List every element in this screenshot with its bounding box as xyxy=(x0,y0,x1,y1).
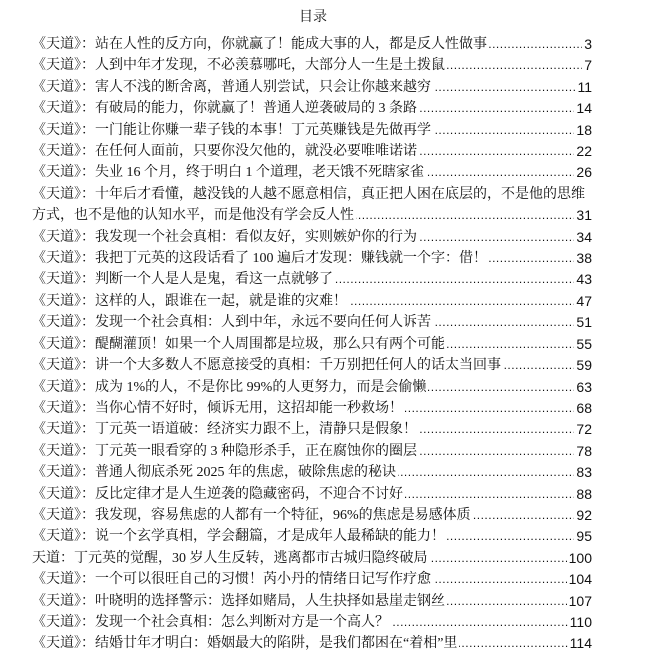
toc-entry-title: 《天道》：发现一个社会真相：怎么判断对方是一个高人？ xyxy=(32,614,389,630)
toc-entry-page: 83 xyxy=(574,462,592,483)
toc-entry-title: 《天道》：失业 16 个月，终于明白 1 个道理，老天饿不死瞎家雀 xyxy=(32,165,424,181)
toc-entry[interactable] xyxy=(32,227,592,248)
toc-entry-title: 《天道》：说一个玄学真相，学会翻篇，才是成年人最稀缺的能力！ xyxy=(32,529,445,545)
toc-entry-page: 26 xyxy=(574,162,592,183)
toc-entry[interactable] xyxy=(32,55,592,76)
toc-entry-title: 《天道》：在任何人面前，只要你没欠他的，就没必要唯唯诺诺 xyxy=(32,144,417,160)
toc-entry[interactable] xyxy=(32,462,592,483)
toc-entry-page: 59 xyxy=(574,355,592,376)
toc-entry[interactable] xyxy=(32,248,592,269)
toc-entry-page: 92 xyxy=(574,505,592,526)
toc-entry[interactable] xyxy=(32,98,592,119)
toc-entry[interactable] xyxy=(32,398,592,419)
toc-entry-title: 《天道》：害人不浅的断舍离，普通人别尝试，只会让你越来越穷 xyxy=(32,79,431,95)
toc-entry-page: 107 xyxy=(567,591,592,612)
toc-entry-page: 110 xyxy=(568,612,592,633)
toc-entry-title: 《天道》：成为 1%的人，不是你比 99%的人更努力，而是会偷懒 xyxy=(32,379,427,395)
toc-entry[interactable] xyxy=(32,569,592,590)
toc-entry[interactable] xyxy=(32,505,592,526)
toc-entry-page: 43 xyxy=(574,269,592,290)
toc-entry-page: 11 xyxy=(575,77,592,98)
toc-entry[interactable] xyxy=(32,355,592,376)
toc-entry-title: 《天道》：反比定律才是人生逆袭的隐藏密码，不迎合不讨好 xyxy=(32,486,403,502)
toc-entry-title: 《天道》：一门能让你赚一辈子钱的本事！丁元英赚钱是先做再学 xyxy=(32,122,431,138)
toc-entry[interactable] xyxy=(32,612,592,633)
toc-entry-page: 47 xyxy=(574,291,592,312)
toc-entry[interactable] xyxy=(32,269,592,290)
toc-entry-page: 51 xyxy=(574,312,592,333)
toc-entry-title: 《天道》：讲一个大多数人不愿意接受的真相：千万别把任何人的话太当回事 xyxy=(32,358,501,374)
toc-heading: 目录 xyxy=(299,10,327,25)
toc-entry-page: 55 xyxy=(574,334,592,355)
toc-entry-page: 63 xyxy=(574,377,592,398)
toc-entry-title: 《天道》：人到中年才发现，不必羡慕哪吒，大部分人一生是土拨鼠 xyxy=(32,58,445,74)
toc-entry[interactable] xyxy=(32,162,592,183)
toc-entry[interactable] xyxy=(32,377,592,398)
toc-entry-page: 100 xyxy=(567,548,592,569)
toc-entry[interactable] xyxy=(32,184,592,227)
toc-entry-page: 104 xyxy=(567,569,592,590)
toc-entry[interactable] xyxy=(32,484,592,505)
toc-entry-page: 68 xyxy=(574,398,592,419)
toc-entry[interactable] xyxy=(32,548,592,569)
toc-entry[interactable] xyxy=(32,526,592,547)
toc-entry[interactable] xyxy=(32,441,592,462)
toc-entry[interactable] xyxy=(32,312,592,333)
toc-entry-title: 《天道》：我把丁元英的这段话看了 100 遍后才发现：赚钱就一个字：借！ xyxy=(32,251,487,267)
toc-entry-title: 《天道》：站在人性的反方向，你就赢了！能成大事的人，都是反人性做事 xyxy=(32,37,487,52)
toc-entry-title: 《天道》：一个可以很旺自己的习惯！芮小丹的情绪日记写作疗愈 xyxy=(32,572,431,588)
toc-entry-title: 《天道》：丁元英一语道破：经济实力跟不上，清静只是假象！ xyxy=(32,422,417,438)
toc-entry-page: 114 xyxy=(568,633,592,654)
toc-entry-page: 3 xyxy=(582,34,592,55)
toc-entry[interactable] xyxy=(32,334,592,355)
toc-entry-page: 14 xyxy=(574,98,592,119)
toc-entry-title: 《天道》：我发现一个社会真相：看似友好，实则嫉妒你的行为 xyxy=(32,229,417,245)
toc-entry-page: 18 xyxy=(574,120,592,141)
toc-entry-title: 《天道》：这样的人，跟谁在一起，就是谁的灾难！ xyxy=(32,293,347,309)
toc-entry[interactable] xyxy=(32,141,592,162)
toc-entry-title: 《天道》：我发现，容易焦虑的人都有一个特征，96%的焦虑是易感体质 xyxy=(32,507,471,523)
toc-entry[interactable] xyxy=(32,120,592,141)
toc-entry-title: 《天道》：有破局的能力，你就赢了！普通人逆袭破局的 3 条路 xyxy=(32,101,417,117)
toc-entry-title: 天道：丁元英的觉醒，30 岁人生反转，逃离都市古城归隐终破局 xyxy=(32,550,428,566)
toc-entry-title: 《天道》：醍醐灌顶！如果一个人周围都是垃圾，那么只有两个可能 xyxy=(32,336,445,352)
toc-entry-title: 《天道》：普通人彻底杀死 2025 年的焦虑，破除焦虑的秘诀 xyxy=(32,465,396,481)
toc-entry[interactable] xyxy=(32,591,592,612)
toc-entry-page: 38 xyxy=(574,248,592,269)
toc-entry[interactable] xyxy=(32,291,592,312)
toc-entry-title: 《天道》：判断一个人是人是鬼，看这一点就够了 xyxy=(32,272,333,288)
toc-entry-page: 34 xyxy=(574,227,592,248)
toc-entry-page: 31 xyxy=(574,205,592,226)
toc-entry-title: 《天道》：丁元英一眼看穿的 3 种隐形杀手，正在腐蚀你的圈层 xyxy=(32,443,417,459)
toc-entry-page: 95 xyxy=(574,526,592,547)
table-of-contents xyxy=(32,34,592,655)
toc-entry-title: 《天道》：叶晓明的选择警示：选择如赌局，人生抉择如悬崖走钢丝 xyxy=(32,593,445,609)
toc-entry-page: 7 xyxy=(582,55,592,76)
toc-entry-title: 《天道》：结婚廿年才明白：婚姻最大的陷阱，是我们都困在“着相”里 xyxy=(32,636,458,652)
toc-entry-page: 78 xyxy=(574,441,592,462)
toc-entry[interactable] xyxy=(32,77,592,98)
toc-entry-title: 《天道》：当你心情不好时，倾诉无用，这招却能一秒救场！ xyxy=(32,400,403,416)
toc-entry[interactable] xyxy=(32,34,592,55)
toc-entry-page: 88 xyxy=(574,484,592,505)
toc-entry-page: 22 xyxy=(574,141,592,162)
toc-entry[interactable] xyxy=(32,419,592,440)
toc-entry-title: 《天道》：十年后才看懂，越没钱的人越不愿意相信，真正把人困在底层的，不是他的思维方式，也不是他的认知水平，而是他没有学会反人性 xyxy=(32,186,585,224)
toc-entry-title: 《天道》：发现一个社会真相：人到中年，永远不要向任何人诉苦 xyxy=(32,315,431,331)
toc-entry-page: 72 xyxy=(574,419,592,440)
